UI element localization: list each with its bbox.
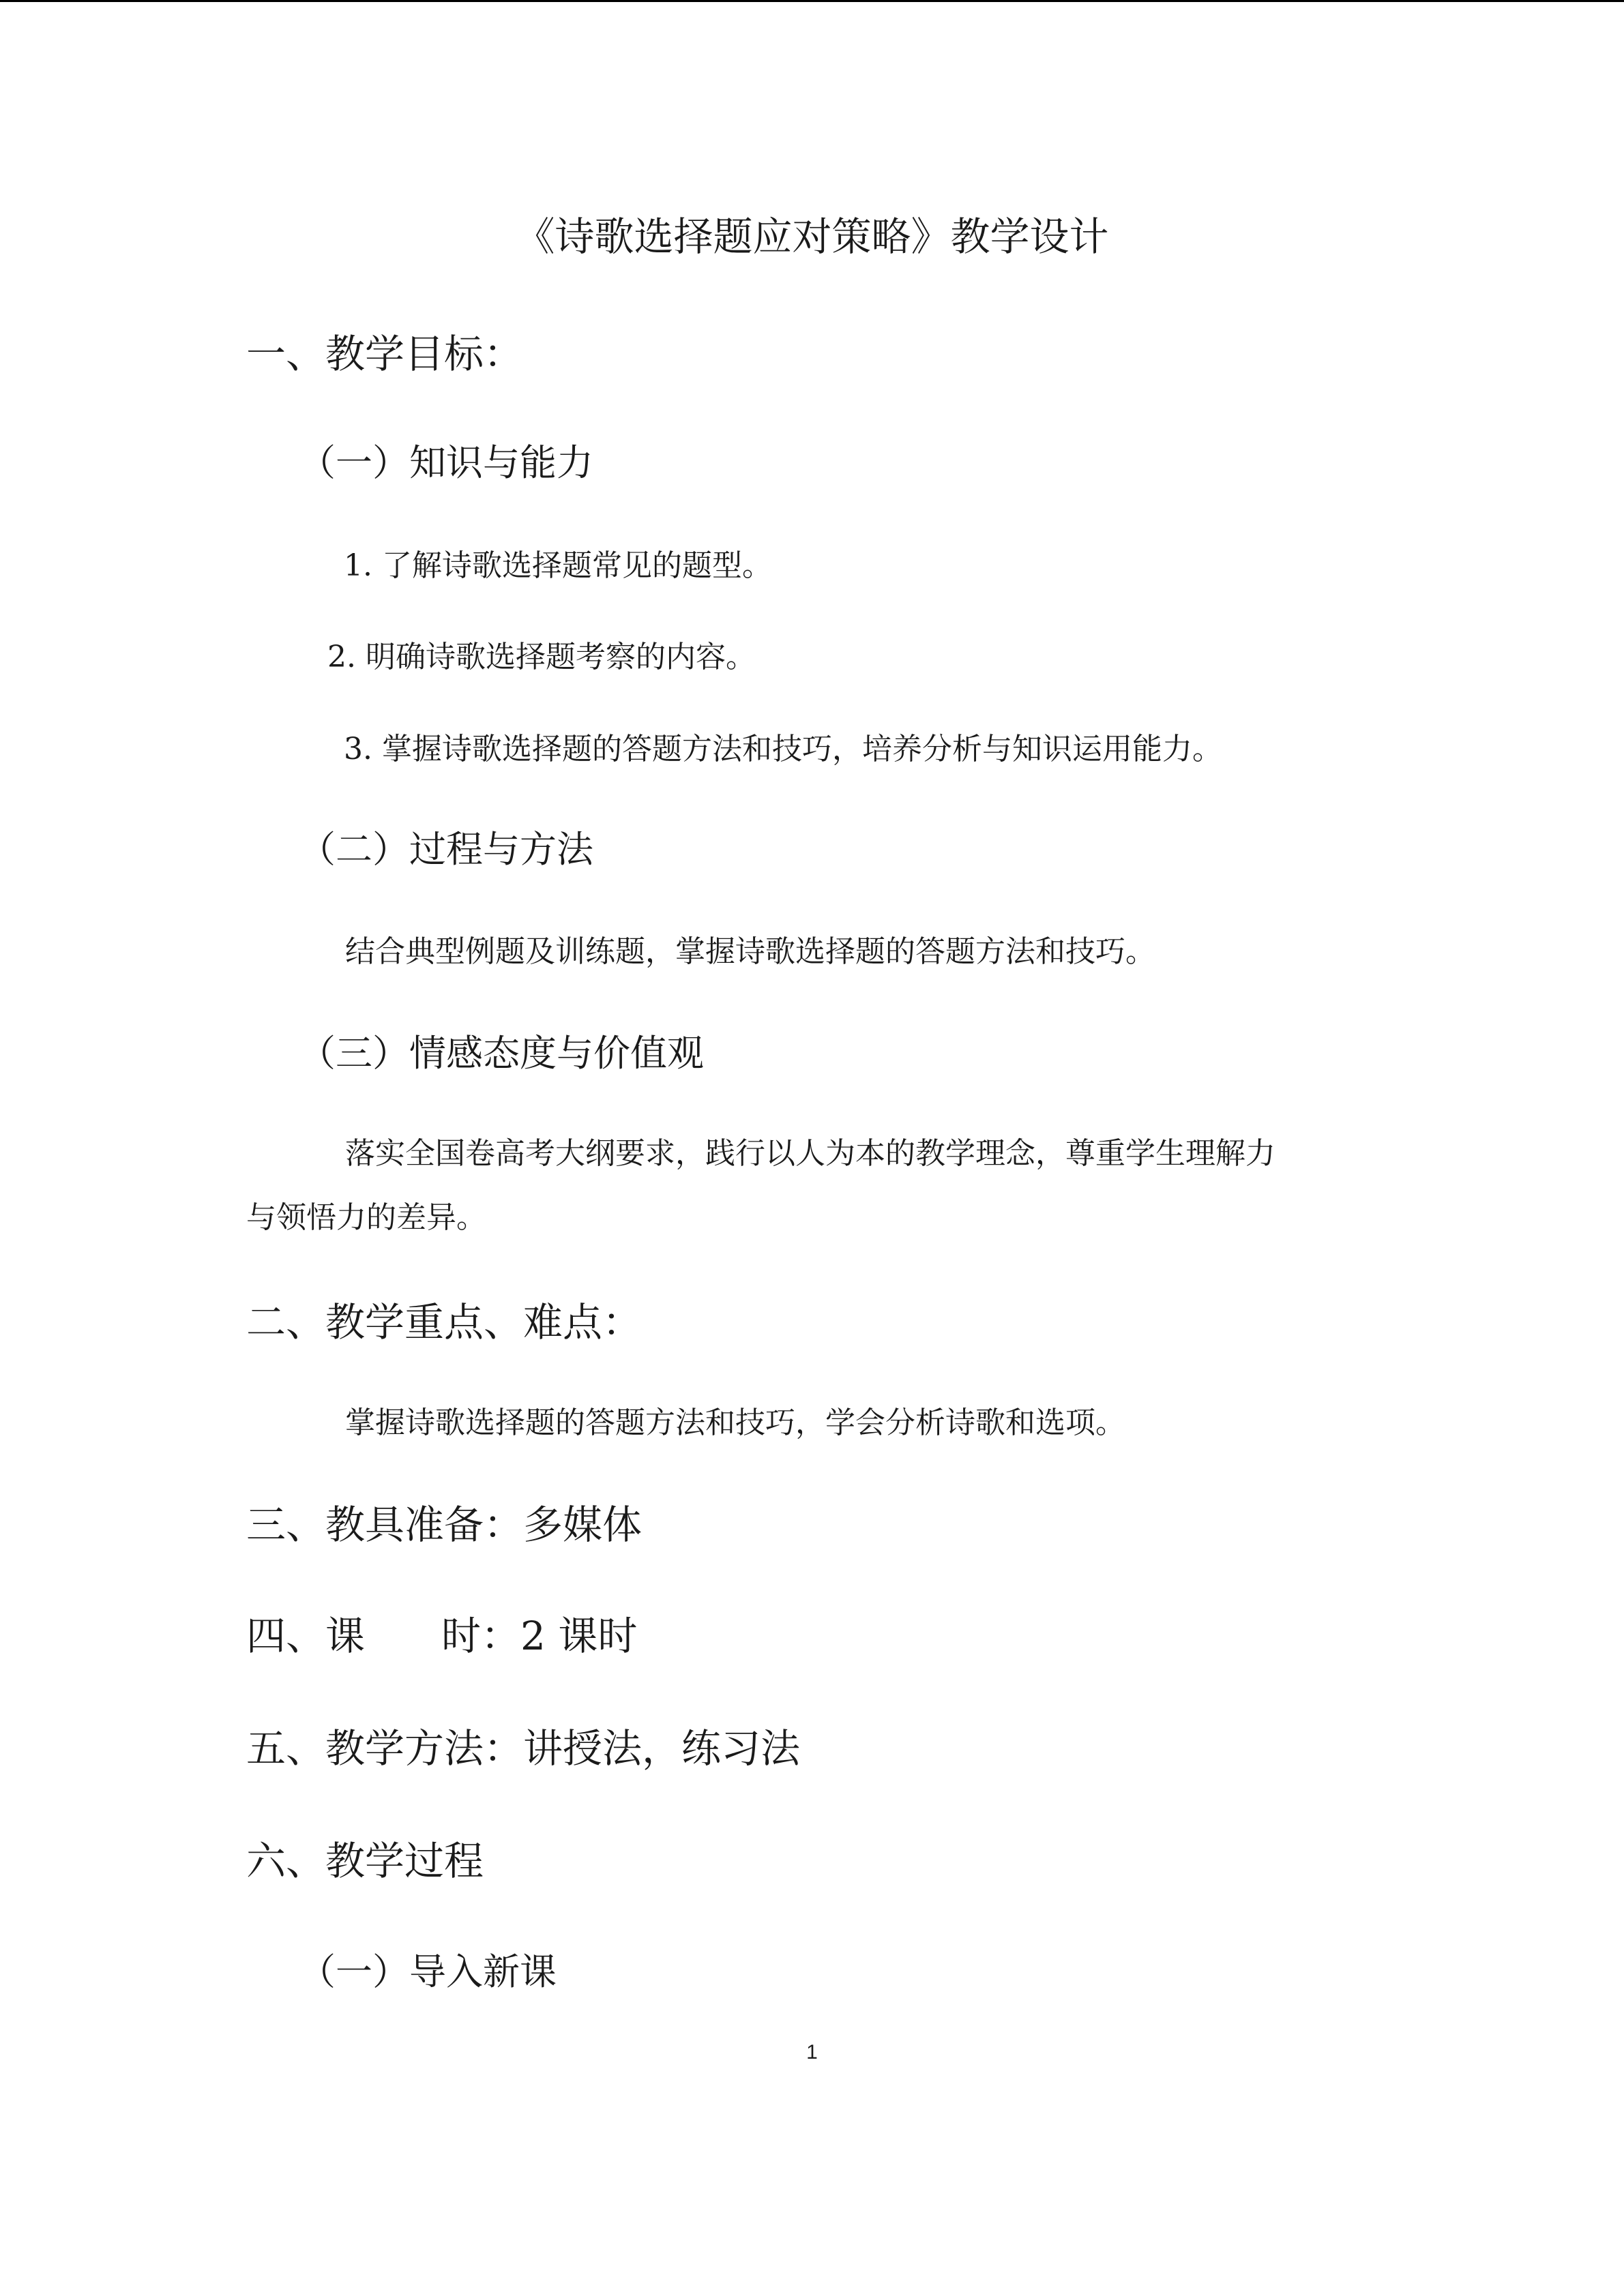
- section-heading-methods: 五、教学方法：讲授法，练习法: [246, 1725, 801, 1772]
- objective-item-2: 2. 明确诗歌选择题考察的内容。: [327, 640, 756, 674]
- document-title: 《诗歌选择题应对策略》教学设计: [515, 213, 1109, 260]
- attitude-text-line1: 落实全国卷高考大纲要求，践行以人为本的教学理念，尊重学生理解力: [345, 1136, 1275, 1171]
- section-heading-hours-part2: 时：2 课时: [441, 1613, 638, 1659]
- section-heading-tools: 三、教具准备：多媒体: [246, 1502, 643, 1548]
- process-text: 结合典型例题及训练题，掌握诗歌选择题的答题方法和技巧。: [345, 934, 1155, 969]
- objective-item-1: 1. 了解诗歌选择题常见的题型。: [344, 548, 772, 583]
- objective-item-3: 3. 掌握诗歌选择题的答题方法和技巧，培养分析与知识运用能力。: [344, 732, 1222, 766]
- section-heading-key-points: 二、教学重点、难点：: [246, 1299, 643, 1345]
- subsection-heading-intro: （一）导入新课: [299, 1950, 557, 1993]
- page-top-border: [0, 0, 1624, 2]
- section-heading-hours: [246, 1613, 638, 1659]
- subsection-heading-process: （二）过程与方法: [299, 828, 593, 871]
- subsection-heading-knowledge: （一）知识与能力: [299, 441, 593, 484]
- section-heading-hours-part1: 四、课: [246, 1613, 366, 1659]
- section-heading-objectives: 一、教学目标：: [246, 331, 524, 377]
- key-points-text: 掌握诗歌选择题的答题方法和技巧，学会分析诗歌和选项。: [345, 1405, 1125, 1440]
- attitude-text-line2: 与领悟力的差异。: [246, 1200, 486, 1235]
- section-heading-process: 六、教学过程: [246, 1838, 484, 1884]
- page-number: 1: [806, 2041, 818, 2063]
- subsection-heading-attitude: （三）情感态度与价值观: [299, 1032, 704, 1075]
